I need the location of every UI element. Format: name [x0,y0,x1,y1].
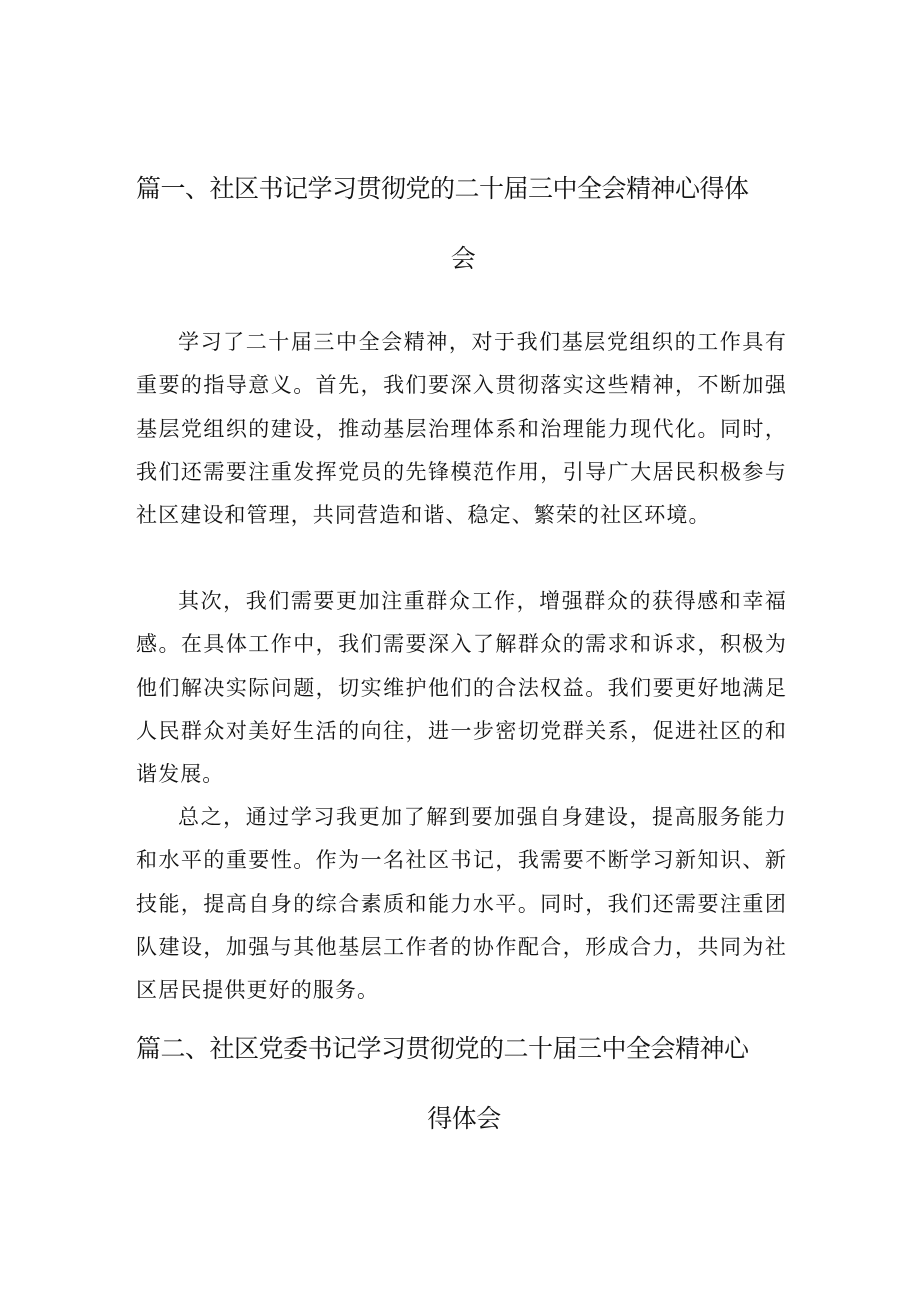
section-title-2-line-1: 篇二、社区党委书记学习贯彻党的二十届三中全会精神心 [136,1034,749,1063]
section-title-1-line-1: 篇一、社区书记学习贯彻党的二十届三中全会精神心得体 [136,174,749,203]
body-paragraph-2: 其次，我们需要更加注重群众工作，增强群众的获得感和幸福感。在具体工作中，我们需要深入了解群众的需求和诉求，积极为他们解决实际问题，切实维护他们的合法权益。我们要更好地满足人民群众对美好生活的向往，进一步密切党群关系，促进社区的和谐发展。 [136,589,787,787]
body-paragraph-1: 学习了二十届三中全会精神，对于我们基层党组织的工作具有重要的指导意义。首先，我们要深入贯彻落实这些精神，不断加强基层党组织的建设，推动基层治理体系和治理能力现代化。同时，我们还需要注重发挥党员的先锋模范作用，引导广大居民积极参与社区建设和管理，共同营造和谐、稳定、繁荣的社区环境。 [136,330,787,528]
section-title-1 [136,154,786,294]
section-title-2-line-2: 得体会 [427,1104,501,1133]
section-title-2 [136,1014,786,1154]
section-title-1-line-2: 会 [450,244,476,273]
body-paragraph-3: 总之，通过学习我更加了解到要加强自身建设，提高服务能力和水平的重要性。作为一名社区书记，我需要不断学习新知识、新技能，提高自身的综合素质和能力水平。同时，我们还需要注重团队建设，加强与其他基层工作者的协作配合，形成合力，共同为社区居民提供更好的服务。 [136,805,787,1003]
